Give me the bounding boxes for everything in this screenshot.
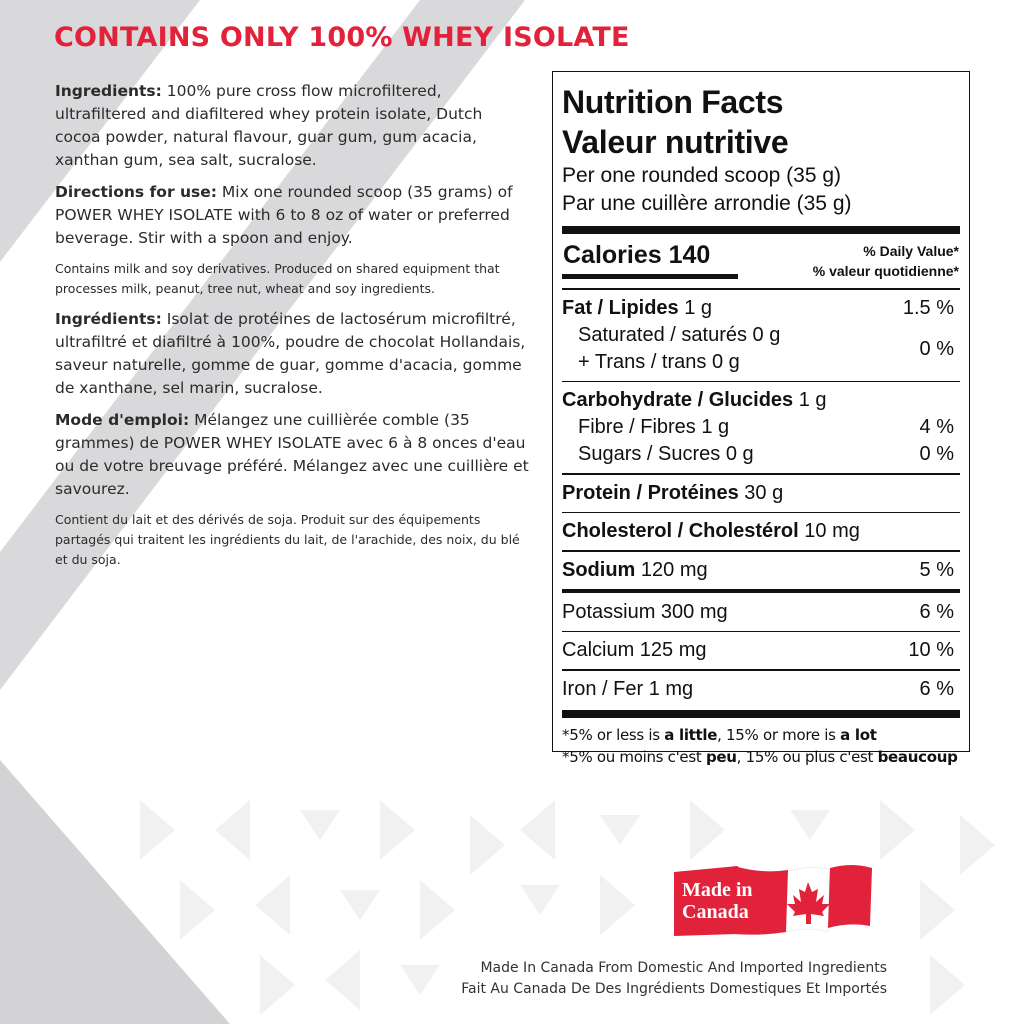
protein-row — [562, 480, 960, 507]
nutrition-title-en: Nutrition Facts — [562, 84, 784, 120]
headline: CONTAINS ONLY 100% WHEY ISOLATE — [54, 22, 630, 53]
ingredients-en-label: Ingredients: — [55, 82, 162, 100]
directions-en-text: Mix one rounded scoop (35 grams) of POWER WHEY ISOLATE with 6 to 8 oz of water or preferred beverage. Stir with a spoon and enjoy. — [55, 183, 513, 247]
protein-group — [562, 475, 960, 512]
made-in-canada-text — [682, 879, 753, 923]
fat-row — [562, 295, 960, 322]
fat-label: Fat / Lipides — [562, 296, 679, 319]
made-in-line2: Canada — [682, 901, 749, 923]
ingredients-en-text: 100% pure cross flow microfiltered, ultrafiltered and diafiltered whey protein isolate, Dutch cocoa powder, natural flavour, guar gum, gum acacia, xanthan gum, sea salt, sucralose. — [55, 82, 483, 169]
ingredients-fr-label: Ingrédients: — [55, 310, 162, 328]
iron-row — [562, 676, 960, 703]
directions-en — [55, 181, 530, 250]
protein-label: Protein / Protéines — [562, 481, 739, 504]
sodium-amount: 120 mg — [635, 558, 708, 581]
iron-dv: 6 % — [919, 677, 954, 700]
footnote-fr-beaucoup: beaucoup — [877, 747, 958, 766]
cholesterol-group — [562, 513, 960, 550]
calcium-group — [562, 632, 960, 669]
potassium-label: Potassium 300 mg — [562, 600, 728, 623]
trans-row — [562, 337, 960, 376]
sodium-dv: 5 % — [919, 558, 954, 581]
saturated-trans-dv: 0 % — [919, 337, 954, 360]
footnote-fr-peu: peu — [705, 747, 737, 766]
calories-underline — [562, 274, 738, 279]
serving-size-en: Per one rounded scoop (35 g) — [562, 164, 842, 187]
origin-fr: Fait Au Canada De Des Ingrédients Domestiques Et Importés — [461, 981, 887, 997]
fat-group — [562, 290, 960, 381]
saturated-row — [562, 322, 960, 349]
footnote — [562, 724, 960, 768]
calcium-row — [562, 637, 960, 664]
fibre-dv: 4 % — [919, 416, 954, 438]
calcium-label: Calcium 125 mg — [562, 639, 707, 661]
fibre-label: Fibre / Fibres 1 g — [578, 416, 730, 438]
sodium-label: Sodium — [562, 558, 636, 581]
sugars-row — [562, 441, 960, 468]
calcium-dv: 10 % — [908, 639, 954, 661]
footnote-en-a: *5% or less is — [562, 725, 665, 744]
fibre-row — [562, 414, 960, 441]
saturated-label: Saturated / saturés 0 g — [578, 323, 781, 346]
ingredients-fr-text: Isolat de protéines de lactosérum microfiltré, ultrafiltré et diafiltré à 100%, poudre de chocolat Hollandais, saveur naturelle, gomme de guar, gomme d'acacia, gomme de xanthane, sel marin, sucralose. — [55, 310, 526, 397]
carb-row — [562, 387, 960, 414]
allergen-en: Contains milk and soy derivatives. Produced on shared equipment that processes milk, peanut, tree nut, wheat and soy ingredients. — [55, 261, 500, 296]
potassium-row — [562, 599, 960, 626]
made-in-canada-logo — [672, 862, 874, 940]
origin-statement — [461, 958, 887, 1000]
heavy-rule — [562, 226, 960, 234]
origin-en: Made In Canada From Domestic And Imported Ingredients — [480, 960, 887, 976]
product-info-column — [55, 80, 530, 579]
directions-en-label: Directions for use: — [55, 183, 217, 201]
calories-row — [562, 234, 960, 288]
footnote-fr-a: *5% ou moins c'est — [562, 747, 706, 766]
daily-value-header — [813, 241, 959, 281]
carb-amount: 1 g — [793, 389, 827, 411]
nutrition-facts-table — [552, 71, 970, 766]
ingredients-en — [55, 80, 530, 172]
cholesterol-amount: 10 mg — [798, 520, 860, 542]
trans-label: + Trans / trans 0 g — [578, 350, 740, 373]
footnote-fr-c: , 15% ou plus c'est — [736, 747, 878, 766]
directions-fr-text: Mélangez une cuillièrée comble (35 grammes) de POWER WHEY ISOLATE avec 6 à 8 onces d'eau ou de votre breuvage préféré. Mélangez avec une cuillière et savourez. — [55, 411, 529, 498]
nutrition-title-fr: Valeur nutritive — [562, 124, 789, 160]
cholesterol-label: Cholesterol / Cholestérol — [562, 520, 799, 542]
serving-size-fr: Par une cuillère arrondie (35 g) — [562, 192, 852, 215]
carb-label: Carbohydrate / Glucides — [562, 389, 794, 411]
footnote-en-little: a little — [664, 725, 718, 744]
sugars-dv: 0 % — [919, 443, 954, 465]
footnote-en-c: , 15% or more is — [717, 725, 841, 744]
potassium-group — [562, 593, 960, 631]
iron-group — [562, 671, 960, 708]
footnote-en-lot: a lot — [840, 725, 877, 744]
directions-fr-label: Mode d'emploi: — [55, 411, 190, 429]
heavy-rule-bottom — [562, 710, 960, 718]
footnote-en — [562, 724, 960, 746]
cholesterol-row — [562, 518, 960, 545]
sodium-row — [562, 557, 960, 584]
daily-value-fr: % valeur quotidienne* — [812, 263, 959, 279]
protein-amount: 30 g — [738, 481, 784, 504]
directions-fr — [55, 409, 530, 501]
fat-amount: 1 g — [678, 296, 713, 319]
made-in-line1: Made in — [682, 879, 753, 901]
footnote-fr — [562, 746, 960, 768]
potassium-dv: 6 % — [919, 600, 954, 623]
iron-label: Iron / Fer 1 mg — [562, 677, 694, 700]
carb-group — [562, 382, 960, 473]
daily-value-en: % Daily Value* — [863, 243, 959, 259]
allergen-fr: Contient du lait et des dérivés de soja. Produit sur des équipements partagés qui traitent les ingrédients du lait, de l'arachide, des noix, du blé et du soja. — [55, 512, 520, 567]
ingredients-fr — [55, 308, 530, 400]
sugars-label: Sugars / Sucres 0 g — [578, 443, 754, 465]
calories-label: Calories 140 — [563, 241, 711, 269]
sodium-group — [562, 552, 960, 589]
fat-dv: 1.5 % — [902, 296, 954, 319]
